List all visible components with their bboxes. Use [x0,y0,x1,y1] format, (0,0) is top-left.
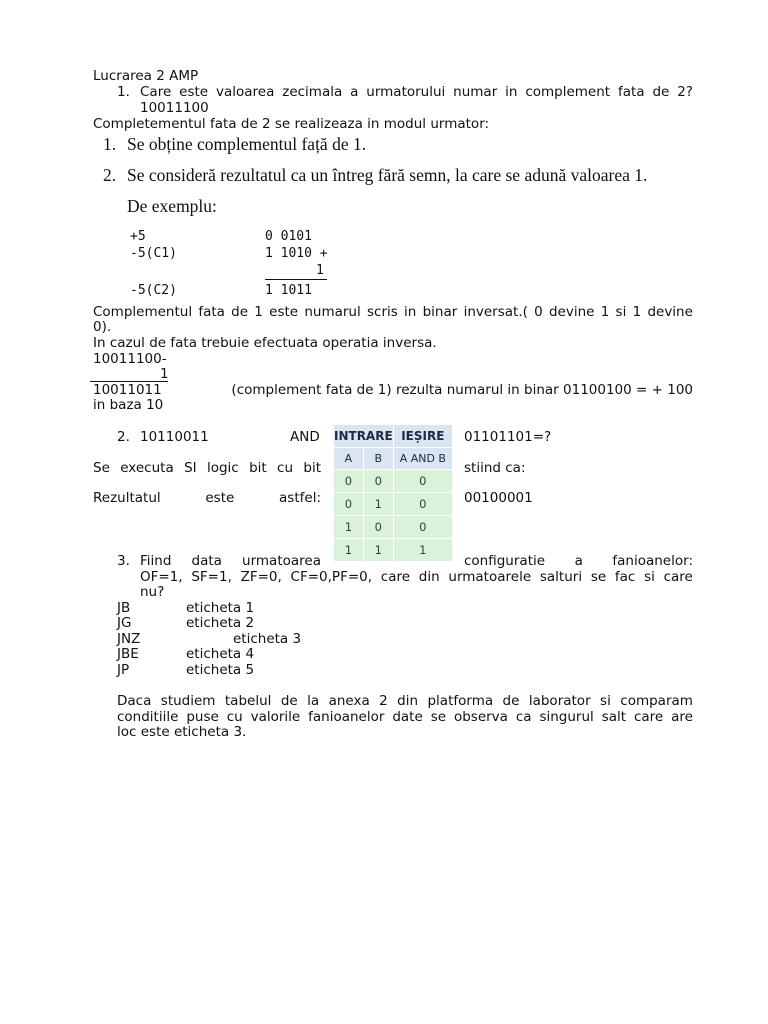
word: valorile [250,709,301,725]
word: Se [93,460,110,476]
word: urmatoarele [448,569,532,585]
table-cell: 0 [393,493,452,516]
word: ZF=0, [240,569,282,585]
answer-line2 [117,710,693,725]
table-row [334,470,453,493]
word: in [404,304,417,320]
word: este [179,84,209,100]
word: 2 [379,693,388,709]
calc-line1: 10011100- [93,351,167,367]
word: bit [303,460,321,476]
table-cell: 1 [334,539,364,562]
word: CF=0,PF=0, [290,569,373,585]
word: de [652,84,670,100]
q2-operand-a: 10110011 [140,429,209,445]
jump-instr-jb: JB [117,600,131,616]
word: Daca [117,693,152,709]
word: inversat.( [463,304,528,320]
word: salt [601,709,627,725]
word: in [505,84,518,100]
q3-line1-right [464,554,693,569]
word: numarul [304,304,361,320]
jump-label-3: eticheta 3 [233,631,302,647]
q2-left-line1 [93,461,321,476]
word: la [307,693,320,709]
word: devine [647,304,693,320]
word: studiem [160,693,216,709]
word: urmatoarea [242,553,321,569]
word: din [418,569,440,585]
word: puse [186,709,219,725]
word: conditiile [117,709,179,725]
q2-operand-b: 01101101=? [464,429,552,445]
word: se [590,569,607,585]
word: fanioanelor [308,709,385,725]
example-row1-label: +5 [130,229,146,244]
table-cell: 0 [363,516,393,539]
q1-intro: Completementul fata de 2 se realizeaza in modul urmator: [93,116,490,132]
jump-label-1: eticheta 1 [186,600,255,616]
table-row [334,516,453,539]
word: laborator [528,693,591,709]
table-cell: 1 [334,516,364,539]
jump-instr-jnz: JNZ [117,631,141,647]
word: 0 [534,304,543,320]
c1-explanation-line2: 0). [93,319,112,335]
table-row [334,539,453,562]
document-title: Lucrarea 2 AMP [93,68,199,84]
q3-line3: nu? [140,584,165,600]
c1-explanation-line1 [93,305,693,320]
table-cell: 0 [393,516,452,539]
word: care [633,709,664,725]
word: logic [206,460,239,476]
word: se [430,709,447,725]
step-2-number: 2. [103,165,117,185]
q3-line1-left [140,554,321,569]
word: configuratie [464,553,546,569]
word: urmatorului [366,84,446,100]
word: valoarea [215,84,275,100]
word: Complementul [93,304,193,320]
word: de [231,304,249,320]
word: 1 [254,304,263,320]
word: tabelul [224,693,272,709]
table-cell: 0 [363,470,393,493]
word: cu [277,460,294,476]
and-truth-table [333,424,453,562]
word: SF=1, [191,569,232,585]
q1-question [140,85,693,100]
table-cell: 0 [393,470,452,493]
q2-result: 00100001 [464,490,533,506]
table-col-out: A AND B [393,448,452,470]
word: complement [525,84,611,100]
word: fata [617,84,645,100]
word: OF=1, [140,569,183,585]
word: Fiind [140,553,172,569]
word: si [600,693,611,709]
example-sum-line [265,279,327,280]
word: si [644,569,655,585]
jump-label-5: eticheta 5 [186,662,255,678]
word: a [350,84,359,100]
q1-value: 10011100 [140,100,209,116]
word: observa [453,709,508,725]
q2-right-line1: stiind ca: [464,460,526,476]
answer-line3: loc este eticheta 3. [117,724,247,740]
table-col-a: A [334,448,364,470]
example-title: De exemplu: [127,196,217,216]
jump-instr-jg: JG [117,615,132,631]
word: devine [548,304,595,320]
word: date [392,709,423,725]
word: 1 [632,304,642,320]
word: astfel: [279,490,321,506]
step-1-text: Se obține complementul față de 1. [127,134,367,154]
table-cell: 1 [393,539,452,562]
jump-instr-jp: JP [117,662,130,678]
word: a [574,553,583,569]
word: Care [140,84,172,100]
word: are [671,709,693,725]
jump-label-4: eticheta 4 [186,646,255,662]
word: scris [367,304,398,320]
answer-line1 [117,694,693,709]
word: comparam [620,693,693,709]
word: este [205,490,235,506]
example-row2-value: 1 1010 + [265,246,328,261]
table-cell: 0 [334,470,364,493]
word: fata [198,304,225,320]
example-row4-value: 1 1011 [265,283,312,298]
word: zecimala [282,84,343,100]
word: singurul [539,709,594,725]
word: data [191,553,222,569]
jump-label-2: eticheta 2 [186,615,255,631]
table-cell: 1 [363,539,393,562]
step-2-text: Se consideră rezultatul ca un întreg fără semn, la care se adună valoarea 1. [127,165,648,185]
calc-line4: in baza 10 [93,397,164,413]
q1-number: 1. [117,84,130,100]
word: executa [120,460,174,476]
example-row4-label: -5(C2) [130,283,177,298]
word: bit [249,460,267,476]
word: cu [226,709,243,725]
word: anexa [328,693,370,709]
q2-left-line2 [93,491,321,506]
inverse-operation-line: In cazul de fata trebuie efectuata operatia inversa. [93,335,437,351]
example-row2-label: -5(C1) [130,246,177,261]
word: 1 [600,304,610,320]
word: binar [422,304,458,320]
calc-line2: 1 [160,366,169,382]
table-col-b: B [363,448,393,470]
word: salturi [539,569,583,585]
word: 2? [677,84,693,100]
q3-number: 3. [117,553,130,569]
table-header-output: IEȘIRE [393,425,452,448]
calc-line3-value: 10011011 [93,382,162,398]
word: fanioanelor: [612,553,693,569]
word: care [663,569,693,585]
calc-line3-text: (complement fata de 1) rezulta numarul in binar 01100100 = + 100 [231,382,693,398]
step-1-number: 1. [103,134,117,154]
word: numar [453,84,498,100]
word: de [502,693,520,709]
word: fac [614,569,636,585]
q2-operator: AND [290,429,320,445]
table-cell: 1 [363,493,393,516]
table-header-input: INTRARE [334,425,394,448]
example-row3-value: 1 [316,263,324,278]
table-cell: 0 [334,493,364,516]
word: de [280,693,298,709]
jump-instr-jbe: JBE [117,646,139,662]
q2-number: 2. [117,429,130,445]
word: platforma [427,693,494,709]
word: SI [184,460,197,476]
word: care [380,569,411,585]
word: si [615,304,627,320]
word: din [397,693,419,709]
word: ca [515,709,532,725]
table-row [334,493,453,516]
q3-line2 [140,570,693,585]
example-row1-value: 0 0101 [265,229,312,244]
word: este [269,304,299,320]
word: Rezultatul [93,490,161,506]
